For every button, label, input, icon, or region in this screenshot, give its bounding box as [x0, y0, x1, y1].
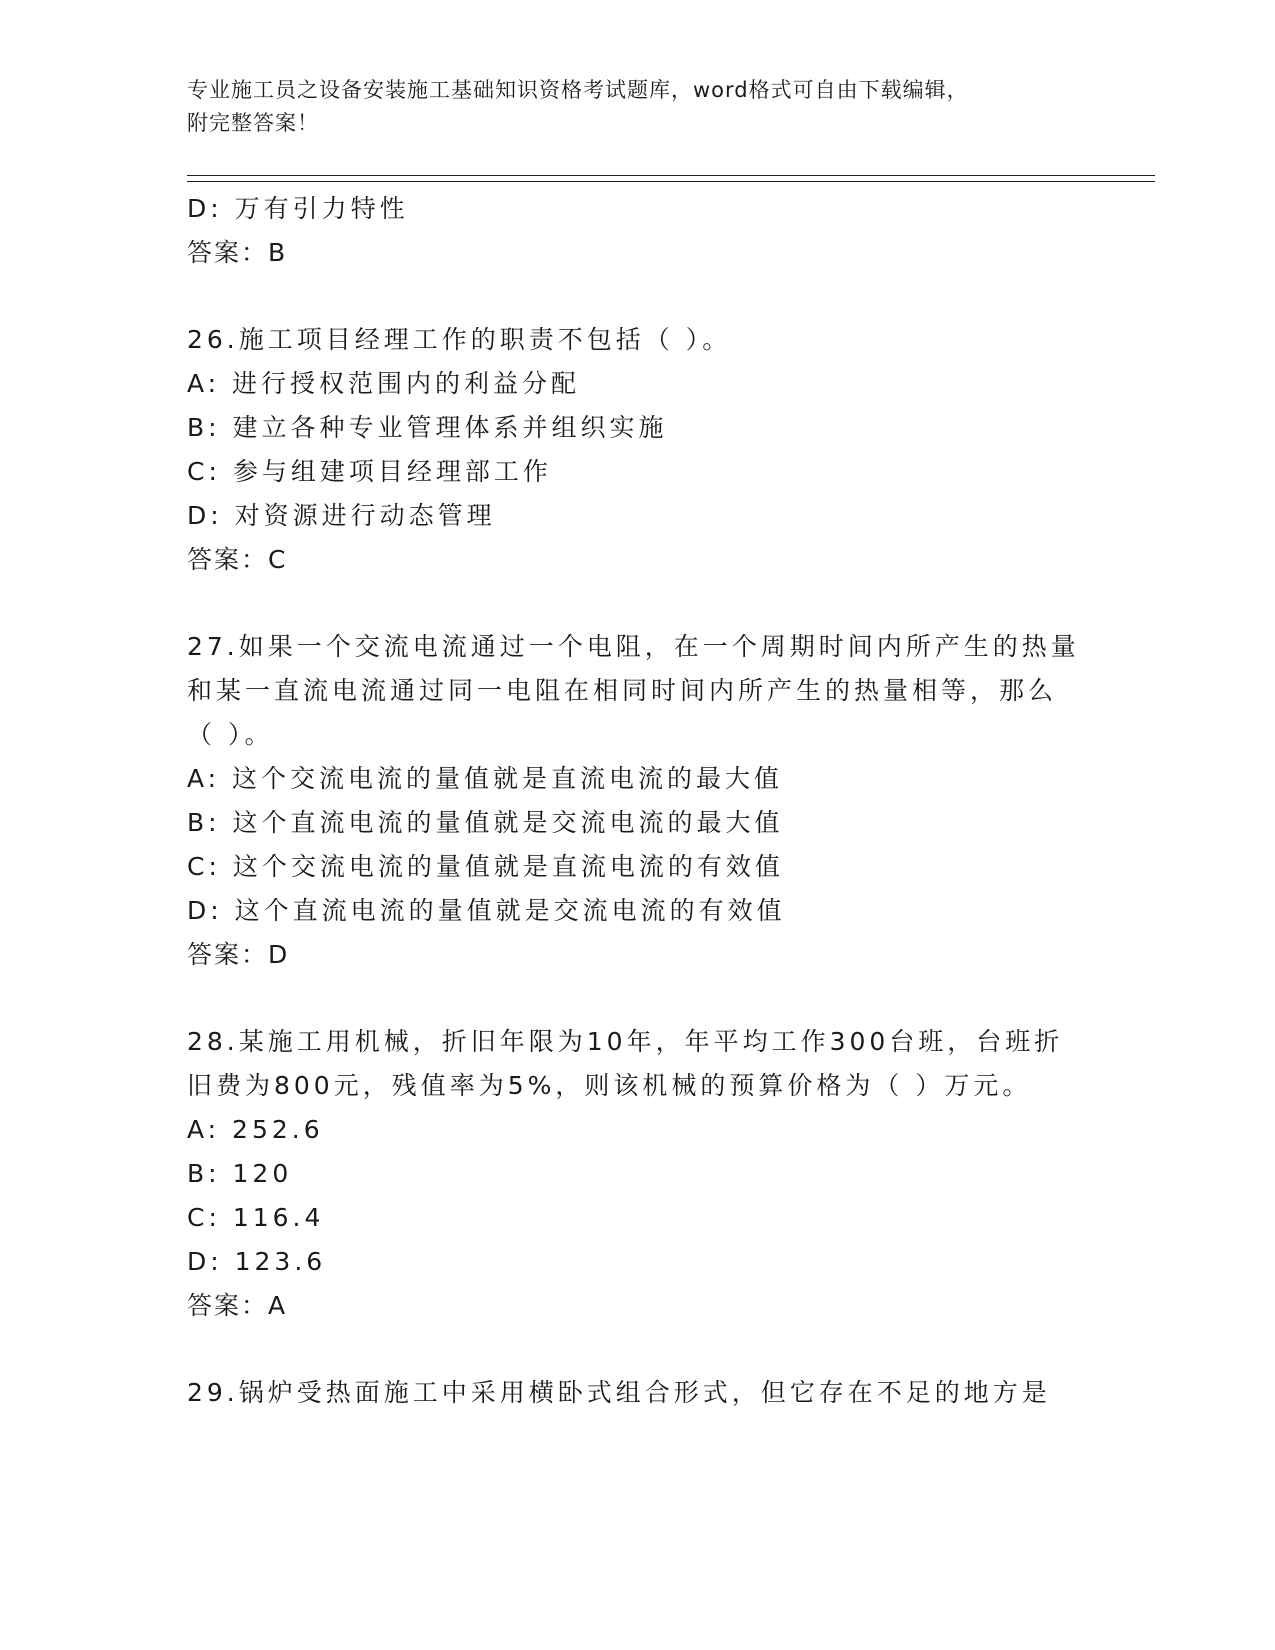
question-28-option-b: B: 120 [187, 1159, 293, 1188]
question-27-stem-line-2: 和某一直流电流通过同一电阻在相同时间内所产生的热量相等，那么 [187, 676, 1058, 705]
question-27-stem-line-1: 27.如果一个交流电流通过一个电阻，在一个周期时间内所产生的热量 [187, 632, 1080, 661]
question-28-option-d: D: 123.6 [187, 1247, 327, 1276]
question-26-option-a: A: 进行授权范围内的利益分配 [187, 369, 581, 398]
document-header [187, 74, 1067, 140]
question-28-option-c: C: 116.4 [187, 1203, 325, 1232]
question-27-option-b: B: 这个直流电流的量值就是交流电流的最大值 [187, 808, 784, 837]
question-28-option-a: A: 252.6 [187, 1115, 324, 1144]
header-line-2: 附完整答案！ [187, 111, 319, 135]
question-26-option-c: C: 参与组建项目经理部工作 [187, 457, 552, 486]
question-26-option-d: D: 对资源进行动态管理 [187, 501, 496, 530]
question-28-answer: 答案：A [187, 1291, 288, 1320]
option-d: D: 万有引力特性 [187, 194, 409, 223]
question-27-stem-line-3: （ ）。 [187, 720, 274, 749]
question-27-option-d: D: 这个直流电流的量值就是交流电流的有效值 [187, 896, 786, 925]
question-26-answer: 答案：C [187, 545, 288, 574]
question-28-stem-line-2: 旧费为800元，残值率为5%，则该机械的预算价格为（ ）万元。 [187, 1071, 1032, 1100]
question-27-option-c: C: 这个交流电流的量值就是直流电流的有效值 [187, 852, 784, 881]
header-line-1: 专业施工员之设备安装施工基础知识资格考试题库，word格式可自由下载编辑， [187, 78, 969, 102]
question-26-option-b: B: 建立各种专业管理体系并组织实施 [187, 413, 668, 442]
question-26-stem: 26.施工项目经理工作的职责不包括（ ）。 [187, 325, 732, 354]
question-28-stem-line-1: 28.某施工用机械，折旧年限为10年，年平均工作300台班，台班折 [187, 1027, 1064, 1056]
header-divider-bottom [187, 181, 1155, 182]
question-27-option-a: A: 这个交流电流的量值就是直流电流的最大值 [187, 764, 784, 793]
answer: 答案：B [187, 238, 288, 267]
question-27-answer: 答案：D [187, 940, 290, 969]
question-29-stem: 29.锅炉受热面施工中采用横卧式组合形式，但它存在不足的地方是 [187, 1378, 1051, 1407]
header-divider-top [187, 175, 1155, 176]
